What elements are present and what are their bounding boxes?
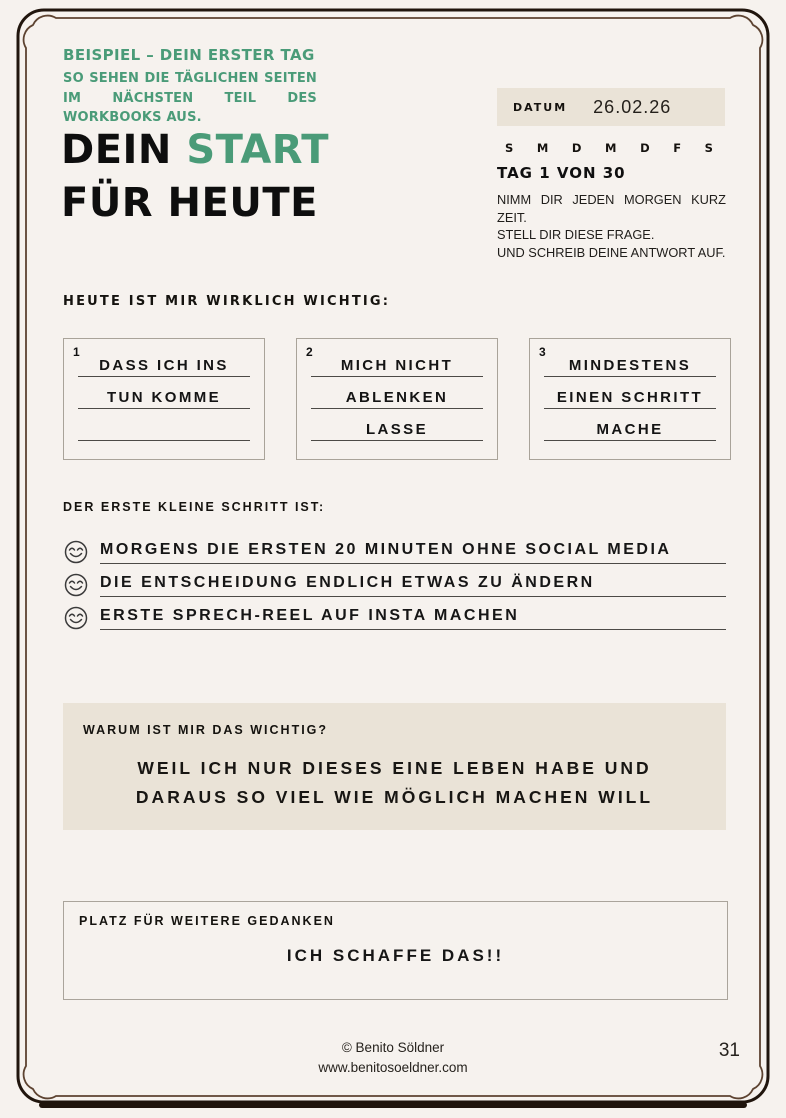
first-step-row	[63, 599, 726, 630]
smiley-icon	[63, 572, 89, 598]
weekday-letter: M	[605, 141, 617, 155]
weekday-letter: F	[673, 141, 682, 155]
priority-entry-line	[78, 409, 250, 441]
first-step-line: DIE ENTSCHEIDUNG ENDLICH ETWAS ZU ÄNDERN	[100, 574, 726, 597]
weekday-letter: M	[536, 141, 549, 155]
priority-number: 3	[539, 345, 546, 359]
date-label: DATUM	[513, 100, 568, 114]
intro-text	[63, 69, 317, 128]
priorities-label: HEUTE IST MIR WIRKLICH WICHTIG:	[63, 294, 391, 309]
instruction-line: UND SCHREIB DEINE ANTWORT AUF.	[497, 244, 726, 260]
instruction-line: ZEIT.	[497, 209, 527, 225]
notes-text: ICH SCHAFFE DAS!!	[286, 946, 505, 965]
priority-number: 2	[306, 345, 313, 359]
copyright-text: © Benito Söldner	[341, 1040, 445, 1055]
weekday-letter: D	[640, 141, 650, 155]
notes-box	[63, 901, 728, 1000]
morning-instructions	[497, 191, 726, 261]
why-label: WARUM IST MIR DAS WICHTIG?	[83, 723, 329, 737]
priority-entry-line: TUN KOMME	[78, 377, 250, 409]
smiley-icon	[63, 539, 89, 565]
priority-entry-line: MINDESTENS	[544, 345, 716, 377]
footer	[0, 1038, 786, 1078]
why-text: WEIL ICH NUR DIESES EINE LEBEN HABE UND DARAUS SO VIEL WIE MÖGLICH MACHEN WILL	[135, 758, 654, 807]
priority-entry-line: MACHE	[544, 409, 716, 441]
first-step-line: ERSTE SPRECH-REEL AUF INSTA MACHEN	[100, 607, 726, 630]
priority-box-3	[529, 338, 731, 460]
website-text: www.benitosoeldner.com	[318, 1060, 468, 1075]
title-line2: FÜR HEUTE	[61, 180, 318, 226]
instruction-line: NIMM DIR JEDEN MORGEN KURZ	[497, 192, 726, 207]
priority-entry-line: MICH NICHT	[311, 345, 483, 377]
instruction-line: STELL DIR DIESE FRAGE.	[497, 227, 655, 242]
first-step-row	[63, 566, 726, 597]
why-box	[63, 703, 726, 830]
page-number: 31	[718, 1040, 740, 1061]
first-step-row	[63, 533, 726, 564]
weekday-row	[505, 141, 713, 155]
intro-line: WORKBOOKS AUS.	[63, 110, 202, 125]
intro-line: SO SEHEN DIE TÄGLICHEN SEITEN	[63, 71, 317, 86]
priority-box-2	[296, 338, 498, 460]
weekday-letter: D	[571, 141, 582, 155]
priority-entry-line: EINEN SCHRITT	[544, 377, 716, 409]
priority-entry-line: LASSE	[311, 409, 483, 441]
priority-box-1	[63, 338, 265, 460]
notes-label: PLATZ FÜR WEITERE GEDANKEN	[79, 914, 335, 928]
smiley-icon	[63, 605, 89, 631]
page-title	[61, 124, 329, 230]
title-word-black: DEIN	[61, 127, 172, 173]
priority-entry-line: DASS ICH INS	[78, 345, 250, 377]
eyebrow-heading: BEISPIEL – DEIN ERSTER TAG	[63, 46, 315, 64]
weekday-letter: S	[704, 141, 713, 155]
title-word-green: START	[186, 127, 330, 173]
date-panel	[497, 88, 725, 126]
weekday-letter: S	[505, 141, 514, 155]
day-counter: TAG 1 VON 30	[497, 164, 626, 182]
first-step-line: MORGENS DIE ERSTEN 20 MINUTEN OHNE SOCIAL MEDIA	[100, 541, 726, 564]
first-steps-label: DER ERSTE KLEINE SCHRITT IST:	[63, 500, 326, 514]
priority-number: 1	[73, 345, 80, 359]
date-value: 26.02.26	[593, 96, 672, 117]
priority-entry-line: ABLENKEN	[311, 377, 483, 409]
intro-line: IM NÄCHSTEN TEIL DES	[63, 90, 317, 106]
